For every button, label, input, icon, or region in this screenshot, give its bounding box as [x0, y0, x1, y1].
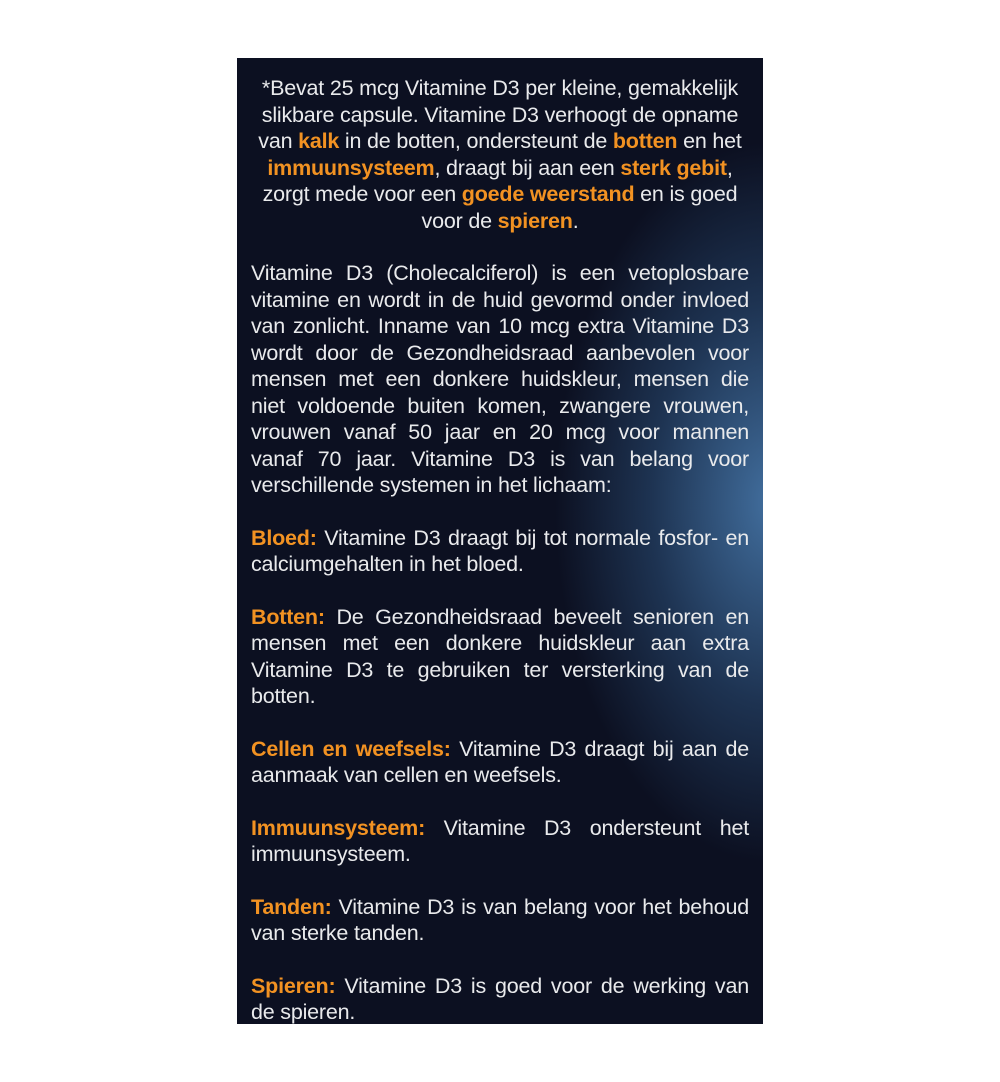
text-segment: in de botten, ondersteunt de [339, 129, 613, 153]
vitamin-d3-info-panel [237, 58, 763, 1024]
highlighted-term: sterk gebit [620, 155, 727, 180]
section-heading: Tanden: [251, 894, 339, 919]
text-segment: *Bevat 25 mcg Vitamine D3 per kleine, gemakkelijk slikbare capsule. Vitamine D3 verhoogt de opname van [258, 76, 739, 153]
benefit-section-spieren [251, 973, 749, 1026]
text-segment: , zorgt mede voor een [262, 155, 733, 206]
description-paragraph [251, 260, 749, 499]
section-body: Vitamine D3 draagt bij aan de aanmaak van cellen en weefsels. [251, 736, 749, 787]
section-heading: Cellen en weefsels: [251, 736, 460, 761]
section-heading: Botten: [251, 604, 337, 629]
highlighted-term: kalk [298, 129, 340, 153]
section-body: De Gezondheidsraad beveelt senioren en mensen met een donkere huidskleur aan extra Vitamine D3 te gebruiken ter versterking van de botten. [251, 604, 749, 708]
section-body: Vitamine D3 is van belang voor het behoud van sterke tanden. [251, 894, 749, 945]
benefit-section-immuunsysteem [251, 815, 749, 868]
section-heading: Spieren: [251, 973, 345, 998]
section-body: Vitamine D3 draagt bij tot normale fosfor- en calciumgehalten in het bloed. [251, 525, 749, 576]
highlighted-term: immuunsysteem [267, 155, 435, 180]
section-heading: Bloed: [251, 525, 325, 550]
benefit-section-botten [251, 604, 749, 710]
section-body: Vitamine D3 ondersteunt het immuunsysteem. [251, 815, 749, 866]
text-segment: Vitamine D3 (Cholecalciferol) is een vetoplosbare vitamine en wordt in de huid gevormd onder invloed van zonlicht. Inname van 10 mcg extra Vitamine D3 wordt door de Gezondheidsraad aanbevolen voor mensen met een donkere huidskleur, mensen die niet voldoende buiten komen, zwangere vrouwen, vrouwen vanaf 50 jaar en 20 mcg voor mannen vanaf 70 jaar. Vitamine D3 is van belang voor verschillende systemen in het lichaam: [251, 261, 749, 497]
text-segment: . [572, 208, 579, 233]
section-body: Vitamine D3 is goed voor de werking van de spieren. [251, 973, 749, 1024]
benefit-sections [251, 525, 749, 1026]
benefit-section-cellen-en-weefsels [251, 736, 749, 789]
highlighted-term: spieren [497, 208, 573, 233]
text-segment: en het [677, 129, 742, 153]
highlighted-term: botten [612, 129, 678, 153]
text-segment: , draagt bij aan een [434, 155, 621, 180]
benefit-section-bloed [251, 525, 749, 578]
benefit-section-tanden [251, 894, 749, 947]
intro-claim-paragraph [251, 75, 749, 234]
highlighted-term: goede weerstand [461, 182, 635, 206]
section-heading: Immuunsysteem: [251, 815, 444, 840]
text-segment: en is goed voor de [421, 182, 738, 233]
